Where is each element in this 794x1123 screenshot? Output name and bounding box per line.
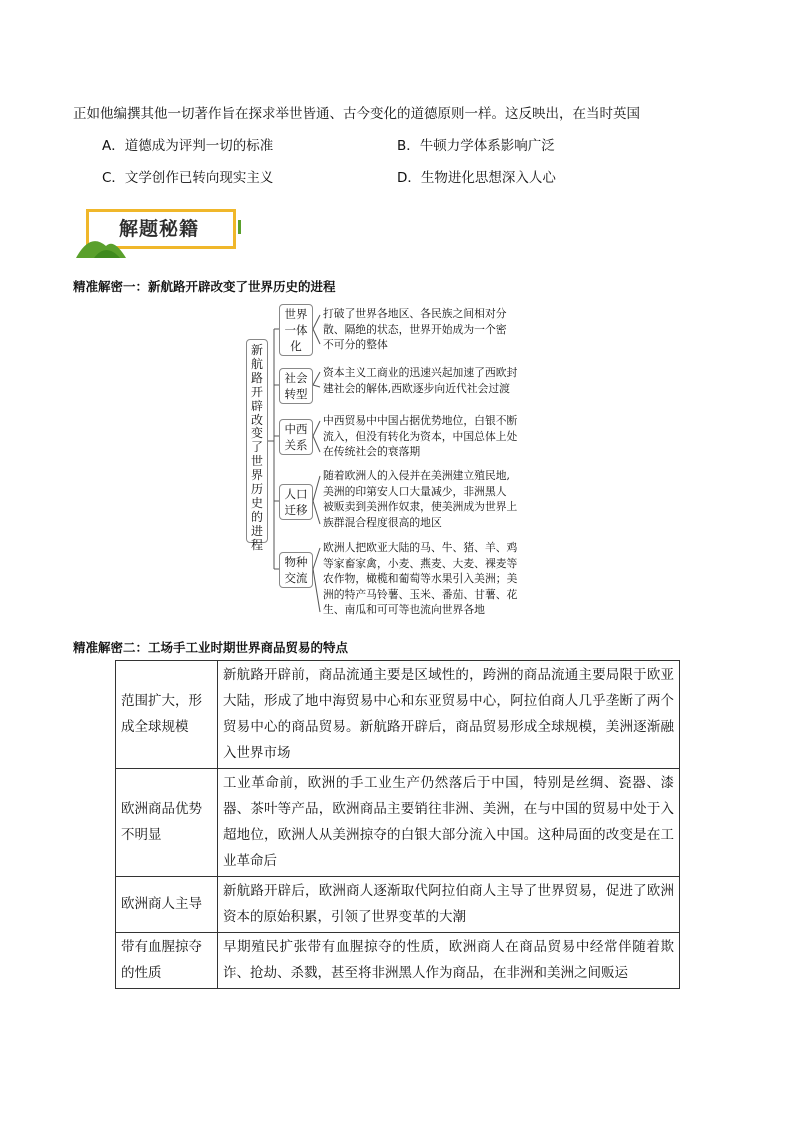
root-char: 历 — [250, 482, 263, 497]
branch-node-world-integration — [279, 304, 313, 356]
branch-label-line: 转型 — [284, 387, 308, 401]
branch-label-line: 中西 — [284, 422, 308, 436]
banner-title: 解题秘籍 — [119, 218, 200, 240]
desc-line: 打破了世界各地区、各民族之间相对分 — [323, 307, 507, 320]
desc-line: 族群混合程度很高的地区 — [323, 515, 442, 529]
branch-label-line: 关系 — [284, 438, 308, 452]
root-char: 改 — [250, 412, 263, 427]
desc-line: 等家畜家禽，小麦、燕麦、大麦、裸麦等 — [323, 556, 518, 570]
root-char: 进 — [250, 523, 263, 538]
table-row-value: 早期殖民扩张带有血腥掠夺的性质，欧洲商人在商品贸易中经常伴随着欺诈、抢劫、杀戮，甚至将非洲黑人作为商品，在非洲和美洲之间贩运 — [218, 933, 680, 989]
branch-desc-world-integration — [323, 306, 551, 353]
option-c: C．文学创作已转向现实主义 — [102, 170, 274, 186]
trade-features-table — [115, 660, 680, 989]
desc-line: 美洲的印第安人口大量减少，非洲黑人 — [323, 484, 507, 498]
desc-line: 在传统社会的衰落期 — [323, 445, 421, 458]
desc-line: 农作物，橄榄和葡萄等水果引入美洲；美 — [323, 572, 518, 585]
table-row-value: 新航路开辟前，商品流通主要是区域性的，跨洲的商品流通主要局限于欧亚大陆，形成了地中海贸易中心和东亚贸易中心，阿拉伯商人几乎垄断了两个贸易中心的商品贸易。新航路开辟后，商品贸易形成全球规模，美洲逐渐融入世界市场 — [218, 661, 680, 769]
branch-node-migration — [279, 484, 313, 520]
desc-line: 随着欧洲人的入侵并在美洲建立殖民地, — [323, 469, 510, 482]
table-row-key: 欧洲商品优势不明显 — [116, 769, 218, 877]
table-row-key: 范围扩大，形成全球规模 — [116, 661, 218, 769]
branch-desc-species-exchange — [323, 540, 551, 618]
desc-line: 不可分的整体 — [323, 338, 388, 351]
branch-label-line: 迁移 — [284, 503, 308, 517]
option-a: A．道德成为评判一切的标准 — [102, 138, 274, 154]
question-stem: 正如他编撰其他一切著作旨在探求举世皆通、古今变化的道德原则一样。这反映出，在当时英国 — [73, 106, 640, 122]
branch-node-species-exchange — [279, 552, 313, 588]
branch-label-line: 一体 — [284, 323, 308, 337]
desc-line: 洲的特产马铃薯、玉米、番茄、甘薯、花 — [323, 587, 518, 601]
branch-label-line: 世界 — [284, 307, 308, 321]
table-row — [116, 877, 680, 933]
desc-line: 资本主义工商业的迅速兴起加速了西欧封 — [323, 366, 518, 379]
root-char: 变 — [250, 426, 263, 441]
section2-title: 精准解密二：工场手工业时期世界商品贸易的特点 — [73, 640, 349, 655]
root-char: 路 — [250, 370, 263, 385]
root-char: 界 — [250, 468, 263, 483]
table-row — [116, 933, 680, 989]
branch-label-line: 物种 — [284, 555, 308, 569]
section1-title: 精准解密一：新航路开辟改变了世界历史的进程 — [73, 279, 336, 294]
root-char: 辟 — [250, 398, 263, 413]
desc-line: 欧洲人把欧亚大陆的马、牛、猪、羊、鸡 — [323, 541, 518, 554]
root-char: 了 — [250, 440, 263, 455]
branch-label-line: 人口 — [284, 487, 308, 501]
branch-desc-migration — [323, 468, 551, 530]
branch-desc-sino-western — [323, 413, 551, 460]
root-char: 新 — [250, 343, 263, 357]
table-row — [116, 661, 680, 769]
desc-line: 建社会的解体,西欧逐步向近代社会过渡 — [323, 381, 510, 395]
branch-label-line: 社会 — [284, 371, 308, 385]
root-char: 史 — [250, 495, 263, 510]
table-row-value: 工业革命前，欧洲的手工业生产仍然落后于中国，特别是丝绸、瓷器、漆器、茶叶等产品，欧洲商品主要销往非洲、美洲，在与中国的贸易中处于入超地位，欧洲人从美洲掠夺的白银大部分流入中国。这种局面的改变是在工业革命后 — [218, 769, 680, 877]
desc-line: 中西贸易中中国占据优势地位，白银不断 — [323, 414, 518, 427]
table-row-key: 带有血腥掠夺的性质 — [116, 933, 218, 989]
option-b: B．牛顿力学体系影响广泛 — [397, 138, 555, 154]
branch-node-social-transition — [279, 368, 313, 404]
root-char: 世 — [250, 454, 263, 469]
branch-label-line: 化 — [290, 339, 302, 353]
diagram-root-node — [246, 339, 268, 552]
table-row-value: 新航路开辟后，欧洲商人逐渐取代阿拉伯商人主导了世界贸易，促进了欧洲资本的原始积累，引领了世界变革的大潮 — [218, 877, 680, 933]
root-char: 的 — [250, 509, 263, 524]
option-d: D．生物进化思想深入人心 — [397, 170, 556, 186]
branch-desc-social-transition — [323, 365, 551, 396]
table-row-key: 欧洲商人主导 — [116, 877, 218, 933]
branch-label-line: 交流 — [284, 571, 308, 585]
desc-line: 散、隔绝的状态，世界开始成为一个密 — [323, 322, 507, 336]
desc-line: 流入，但没有转化为资本，中国总体上处 — [323, 429, 518, 443]
root-char: 开 — [250, 384, 263, 399]
desc-line: 被贩卖到美洲作奴隶，使美洲成为世界上 — [323, 500, 518, 513]
branch-node-sino-western — [279, 419, 313, 455]
root-char: 程 — [250, 537, 263, 552]
table-row — [116, 769, 680, 877]
desc-line: 生、南瓜和可可等也流向世界各地 — [323, 603, 485, 616]
root-char: 航 — [250, 356, 263, 371]
